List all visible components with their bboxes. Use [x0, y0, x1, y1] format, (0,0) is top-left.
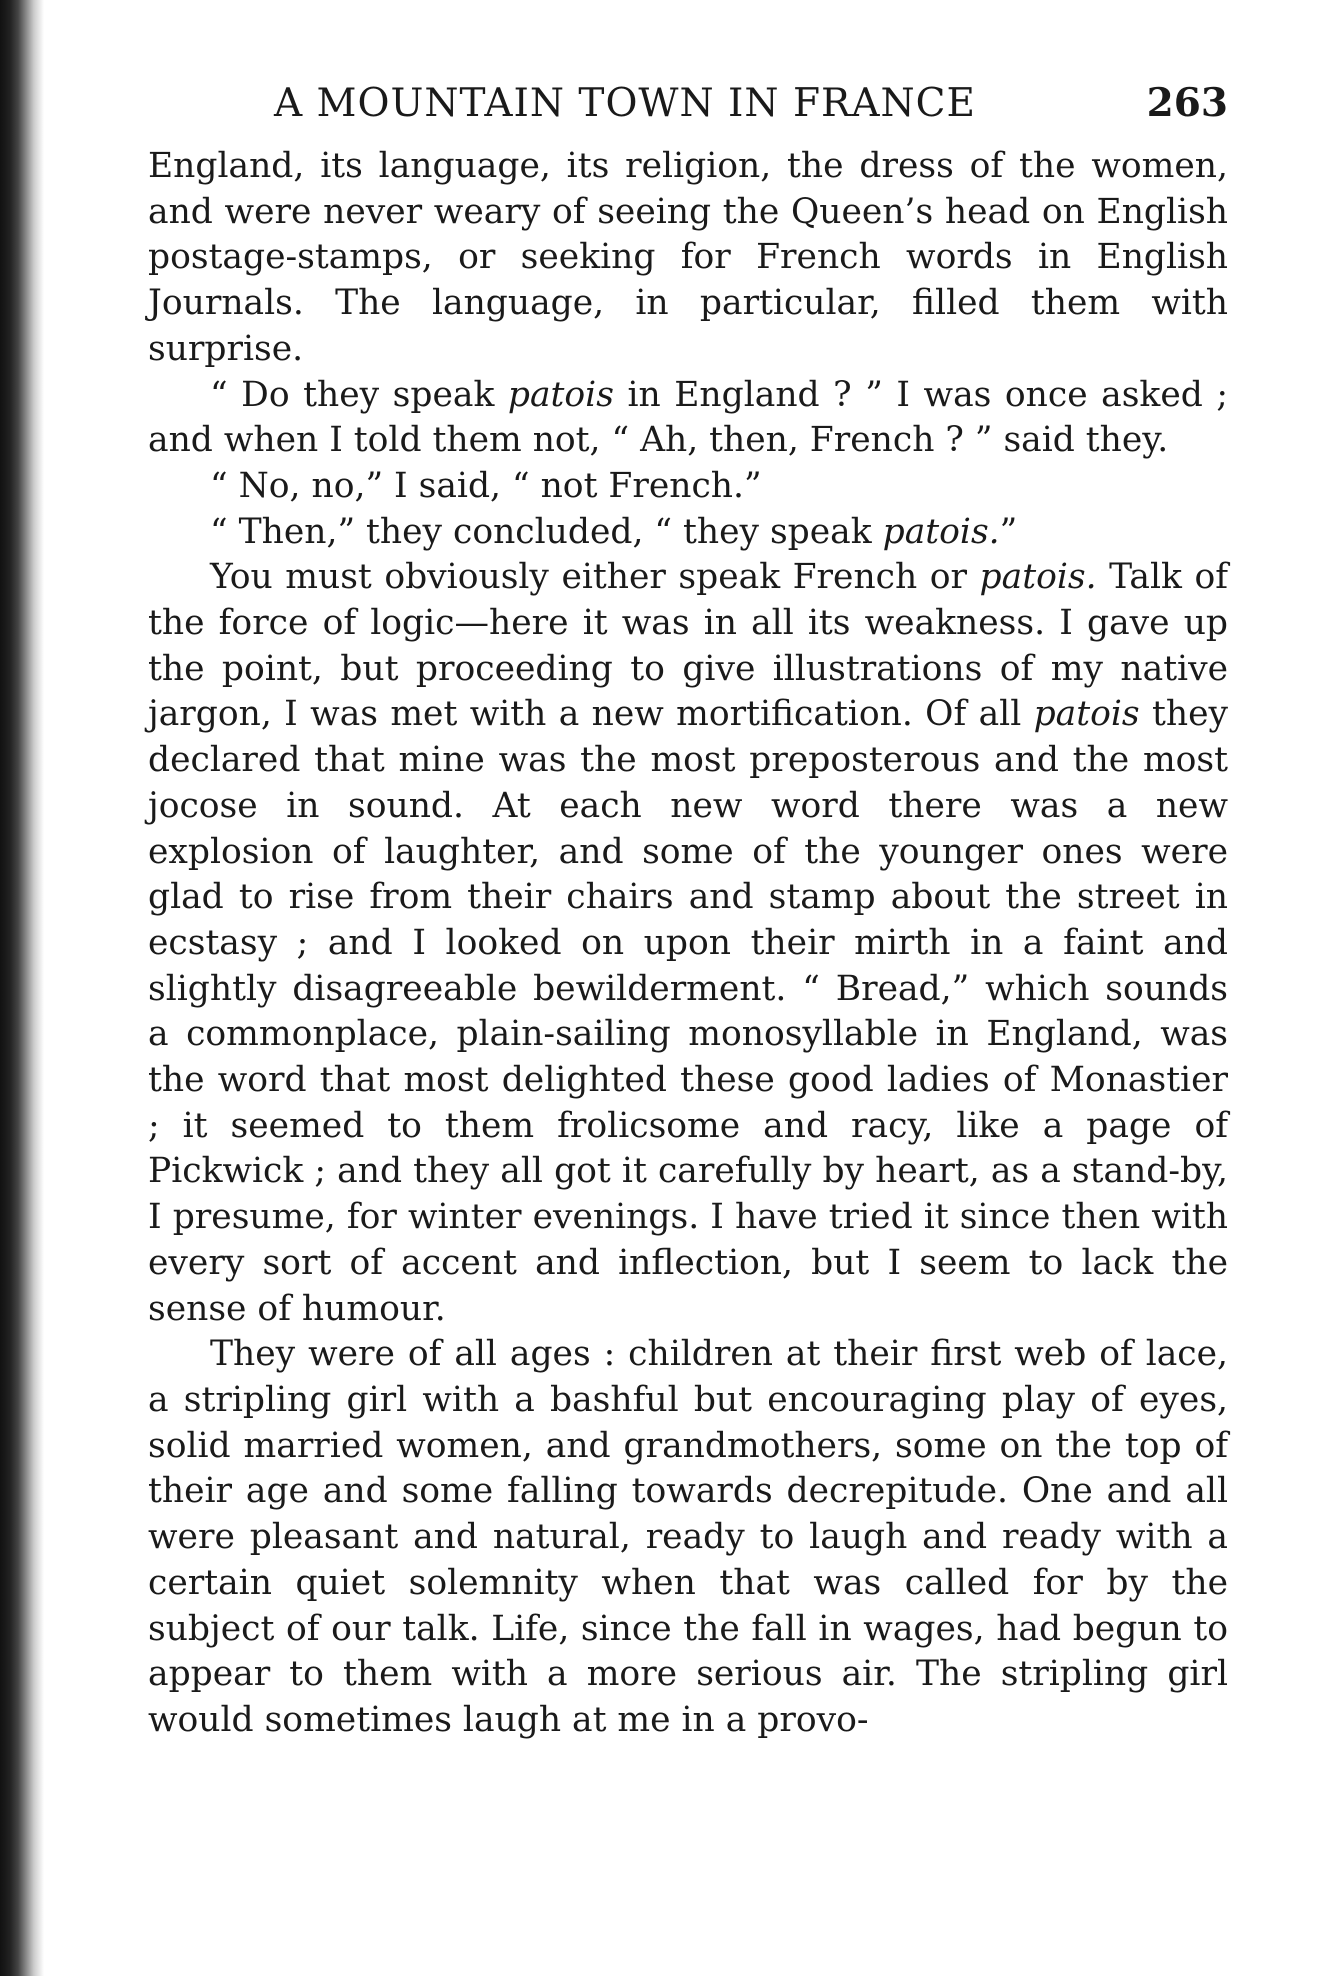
- running-header: [148, 80, 1228, 144]
- paragraph-5-part-a: You must obviously either speak French or: [210, 557, 980, 598]
- paragraph-6: They were of all ages : children at their first web of lace, a stripling girl with a bashful but encouraging play of eyes, solid married women, and grandmothers, some on the top of their age and some falling towards decrepitude. One and all were pleasant and natural, ready to laugh and ready with a certain quiet solemnity when that was called for by the subject of our talk. Life, since the fall in wages, had begun to appear to them with a more serious air. The stripling girl would sometimes laugh at me in a provo-: [148, 1334, 1228, 1740]
- paragraph-1: England, its language, its religion, the dress of the women, and were never weary of seeing the Queen’s head on English postage-stamps, or seeking for French words in English Journals. The language, in particular, filled them with surprise.: [148, 146, 1228, 369]
- paragraph-5-italic-2: patois: [1033, 694, 1140, 735]
- paragraph-2-italic: patois: [507, 374, 614, 415]
- paragraph-4: [148, 510, 1228, 556]
- paragraph-4-italic: patois.: [882, 511, 1000, 552]
- paragraph-2-part-b: in England ? ” I was once asked ; and when I told them not, “ Ah, then, French ? ” said they.: [148, 374, 1228, 461]
- paragraph-2: [148, 373, 1228, 464]
- body-text: [148, 144, 1228, 1744]
- paragraph-4-part-b: ”: [999, 511, 1018, 552]
- paragraph-5: [148, 555, 1228, 1332]
- paragraph-5-italic-1: patois.: [979, 557, 1097, 598]
- running-title: A MOUNTAIN TOWN IN FRANCE: [274, 81, 976, 126]
- paragraph-4-part-a: “ Then,” they concluded, “ they speak: [210, 511, 883, 552]
- book-binding-edge: [0, 0, 44, 1976]
- book-page: [148, 80, 1228, 1744]
- page-number: 263: [1146, 80, 1228, 126]
- paragraph-2-part-a: “ Do they speak: [210, 374, 508, 415]
- paragraph-5-part-b: Talk of the force of logic—here it was in all its weakness. I gave up the point, but proceeding to give illustrations of my native jargon, I was met with a new mortification. Of all: [148, 557, 1228, 735]
- paragraph-3: “ No, no,” I said, “ not French.”: [210, 465, 762, 506]
- paragraph-5-part-c: they declared that mine was the most preposterous and the most jocose in sound. At each new word there was a new explosion of laughter, and some of the younger ones were glad to rise from their chairs and stamp about the street in ecstasy ; and I looked on upon their mirth in a faint and slightly disagreeable bewilderment. “ Bread,” which sounds a commonplace, plain-sailing monosyllable in England, was the word that most delighted these good ladies of Monastier ; it seemed to them frolicsome and racy, like a page of Pickwick ; and they all got it carefully by heart, as a stand-by, I presume, for winter evenings. I have tried it since then with every sort of accent and inflection, but I seem to lack the sense of humour.: [148, 694, 1228, 1329]
